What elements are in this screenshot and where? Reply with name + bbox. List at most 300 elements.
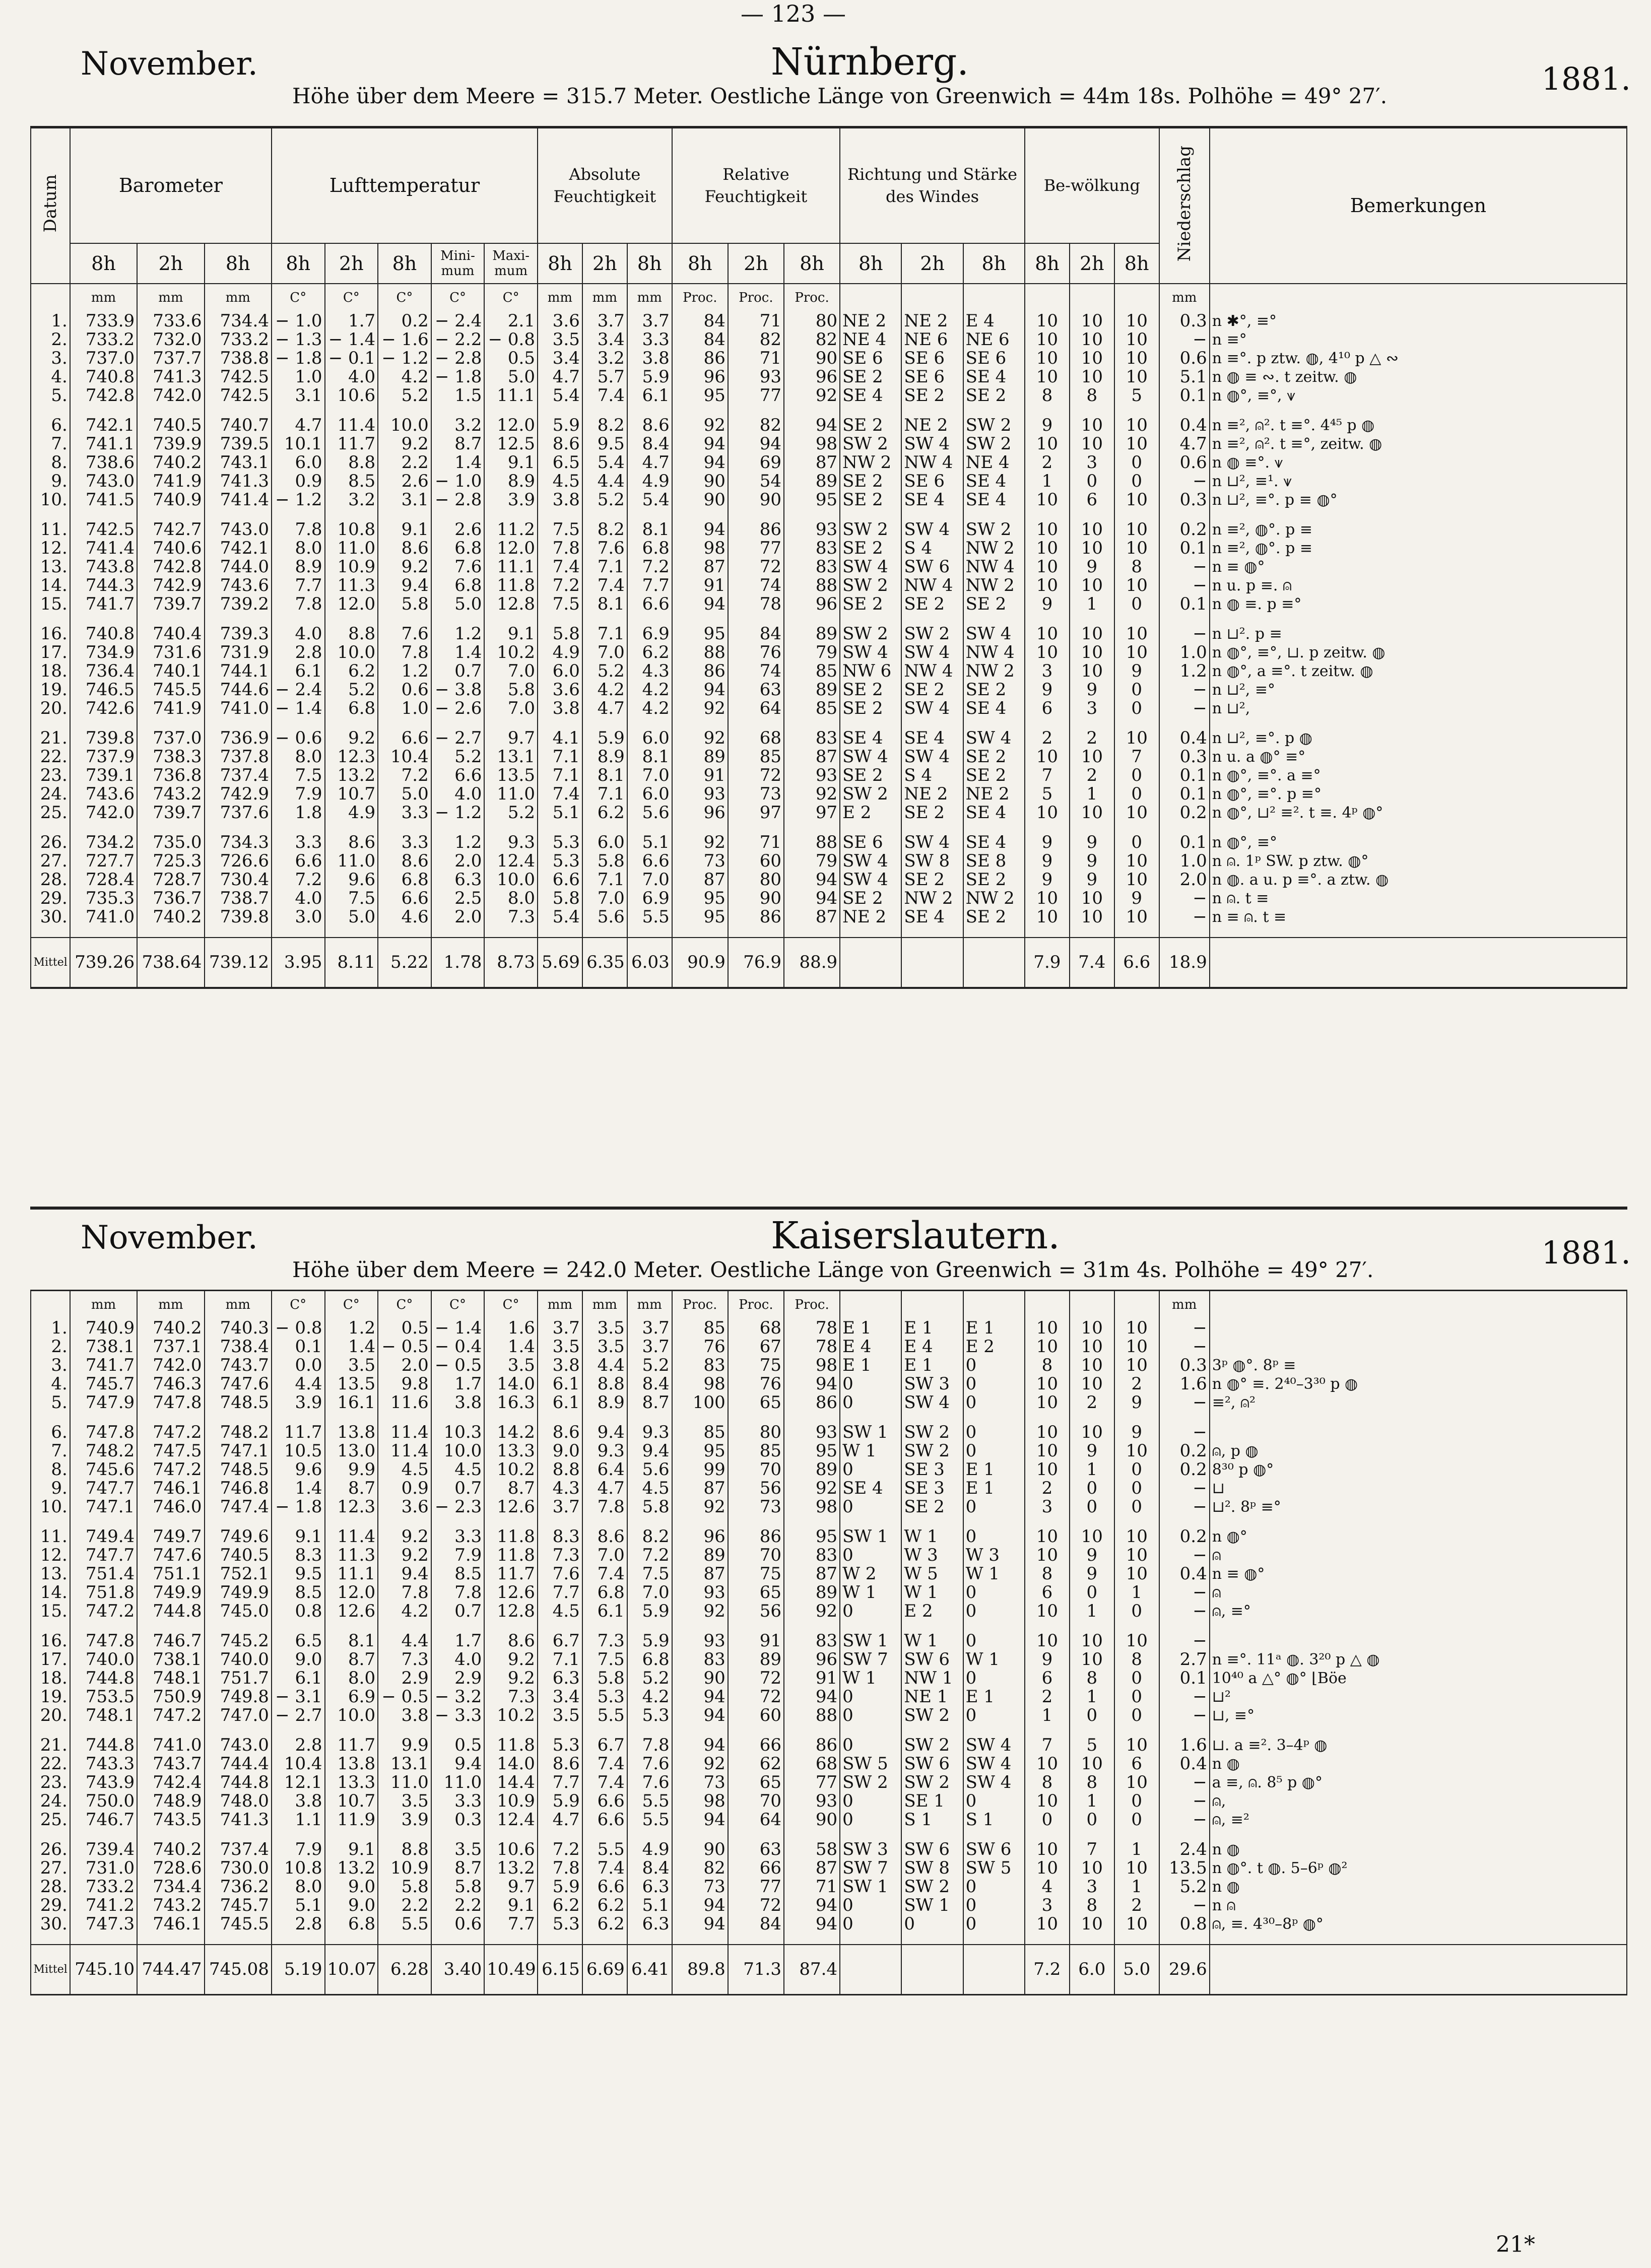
table-row bbox=[31, 1423, 1627, 1442]
value-cell: 3.2 bbox=[431, 416, 485, 435]
table-row bbox=[31, 576, 1627, 595]
value-cell: 11.4 bbox=[378, 1423, 431, 1442]
value-cell: 3.4 bbox=[538, 349, 582, 368]
gap-cell bbox=[325, 1516, 378, 1527]
value-cell: 4.7 bbox=[582, 699, 627, 718]
value-cell: 78 bbox=[728, 595, 784, 614]
value-cell: 95 bbox=[672, 908, 728, 926]
value-cell: 10 bbox=[1025, 748, 1070, 766]
value-cell: 751.8 bbox=[70, 1583, 137, 1602]
value-cell: 746.0 bbox=[137, 1498, 204, 1516]
date-cell: 8. bbox=[31, 453, 70, 472]
value-cell: 8.6 bbox=[325, 833, 378, 852]
value-cell: − 2.8 bbox=[431, 491, 485, 509]
value-cell: 9 bbox=[1114, 1393, 1159, 1412]
value-cell: 10 bbox=[1025, 889, 1070, 908]
value-cell: 8.5 bbox=[431, 1565, 485, 1583]
value-cell: SE 2 bbox=[901, 1498, 963, 1516]
value-cell: 746.8 bbox=[205, 1479, 272, 1498]
mean-value: 745.10 bbox=[70, 1945, 137, 1995]
col-maximum: Maxi-mum bbox=[484, 243, 538, 284]
value-cell: 736.4 bbox=[70, 662, 137, 681]
value-cell: 89 bbox=[784, 681, 840, 699]
mean-value: 7.9 bbox=[1025, 938, 1070, 988]
value-cell: 10 bbox=[1070, 1375, 1114, 1393]
gap-cell bbox=[205, 718, 272, 729]
gap-cell bbox=[1159, 1725, 1210, 1736]
value-cell: 740.7 bbox=[205, 416, 272, 435]
value-cell: 747.8 bbox=[70, 1423, 137, 1442]
value-cell: 4.7 bbox=[582, 1479, 627, 1498]
value-cell: 743.2 bbox=[137, 1896, 204, 1915]
value-cell: SW 4 bbox=[963, 1755, 1025, 1773]
date-cell: 13. bbox=[31, 558, 70, 576]
value-cell: 13.2 bbox=[325, 766, 378, 785]
value-cell: 5.1 bbox=[627, 833, 672, 852]
table-row bbox=[31, 1375, 1627, 1393]
value-cell: 89 bbox=[672, 748, 728, 766]
value-cell: SE 4 bbox=[901, 729, 963, 748]
value-cell: 747.0 bbox=[205, 1706, 272, 1725]
hour-8: 8h bbox=[378, 243, 431, 284]
value-cell: SW 2 bbox=[840, 625, 901, 643]
col-bewoelkung: Be-wölkung bbox=[1025, 127, 1159, 243]
value-cell: 740.9 bbox=[70, 1319, 137, 1338]
date-cell: 18. bbox=[31, 662, 70, 681]
value-cell: 740.2 bbox=[137, 1319, 204, 1338]
remark-cell: n ◍ ≡ ∾. t zeitw. ◍ bbox=[1210, 368, 1627, 386]
value-cell: 7.6 bbox=[538, 1565, 582, 1583]
value-cell: 5.8 bbox=[538, 625, 582, 643]
mean-value: 18.9 bbox=[1159, 938, 1210, 988]
value-cell: 7.1 bbox=[538, 1650, 582, 1669]
value-cell: 742.8 bbox=[137, 558, 204, 576]
hour-8: 8h bbox=[70, 243, 137, 284]
value-cell: 5.2 bbox=[378, 386, 431, 405]
value-cell: 742.9 bbox=[205, 785, 272, 804]
value-cell: 8 bbox=[1025, 1565, 1070, 1583]
value-cell: 76 bbox=[672, 1338, 728, 1356]
value-cell: SW 2 bbox=[901, 1878, 963, 1896]
value-cell: 0 bbox=[963, 1706, 1025, 1725]
gap-cell bbox=[272, 1933, 325, 1945]
value-cell: 747.1 bbox=[70, 1498, 137, 1516]
remark-cell: ⍝, ≡° bbox=[1210, 1602, 1627, 1621]
unit-cell: C° bbox=[325, 1291, 378, 1319]
value-cell: 9.0 bbox=[272, 1650, 325, 1669]
value-cell: 5.2 bbox=[627, 1669, 672, 1688]
value-cell: 6.9 bbox=[325, 1688, 378, 1706]
value-cell: 85 bbox=[784, 699, 840, 718]
value-cell: 6 bbox=[1025, 1669, 1070, 1688]
value-cell: 7 bbox=[1025, 1736, 1070, 1755]
gap-cell bbox=[1025, 1725, 1070, 1736]
date-cell: 3. bbox=[31, 349, 70, 368]
value-cell: 4.0 bbox=[272, 625, 325, 643]
value-cell: NE 2 bbox=[840, 908, 901, 926]
value-cell: 94 bbox=[784, 889, 840, 908]
month-label: November. bbox=[81, 45, 258, 83]
gap-cell bbox=[538, 1412, 582, 1423]
date-cell: 14. bbox=[31, 1583, 70, 1602]
value-cell: 82 bbox=[728, 416, 784, 435]
value-cell: 5.9 bbox=[627, 1632, 672, 1650]
value-cell: 8.6 bbox=[538, 1755, 582, 1773]
remark-cell: n ◍° bbox=[1210, 1527, 1627, 1546]
value-cell: 8.2 bbox=[582, 416, 627, 435]
value-cell: 10 bbox=[1025, 330, 1070, 349]
value-cell: 6.6 bbox=[272, 852, 325, 871]
value-cell: 6.8 bbox=[431, 539, 485, 558]
value-cell: 0.2 bbox=[378, 312, 431, 330]
value-cell: SW 2 bbox=[901, 1706, 963, 1725]
mean-value bbox=[901, 938, 963, 988]
value-cell: E 2 bbox=[963, 1338, 1025, 1356]
value-cell: 0 bbox=[1114, 833, 1159, 852]
value-cell: 746.7 bbox=[70, 1811, 137, 1829]
value-cell: SW 2 bbox=[963, 435, 1025, 453]
value-cell: 8.5 bbox=[325, 472, 378, 491]
value-cell: 7.5 bbox=[325, 889, 378, 908]
value-cell: W 2 bbox=[840, 1565, 901, 1583]
gap-cell bbox=[137, 926, 204, 938]
value-cell: 7.1 bbox=[538, 748, 582, 766]
value-cell: 7.0 bbox=[627, 871, 672, 889]
value-cell: 3 bbox=[1070, 699, 1114, 718]
date-cell: 16. bbox=[31, 1632, 70, 1650]
remark-cell: n ≡°. 11ᵃ ◍. 3²⁰ p △ ◍ bbox=[1210, 1650, 1627, 1669]
gap-cell bbox=[672, 1412, 728, 1423]
value-cell: 737.4 bbox=[205, 1840, 272, 1859]
gap-cell bbox=[1070, 1516, 1114, 1527]
value-cell: 6.6 bbox=[627, 852, 672, 871]
value-cell: 4.1 bbox=[538, 729, 582, 748]
value-cell: 77 bbox=[728, 386, 784, 405]
value-cell: − bbox=[1159, 1602, 1210, 1621]
value-cell: 9 bbox=[1025, 681, 1070, 699]
value-cell: 3 bbox=[1025, 662, 1070, 681]
value-cell: 0.4 bbox=[1159, 416, 1210, 435]
value-cell: 82 bbox=[672, 1859, 728, 1878]
gap-cell bbox=[137, 1829, 204, 1840]
value-cell: − bbox=[1159, 1706, 1210, 1725]
section-header bbox=[0, 40, 1651, 106]
value-cell: 62 bbox=[728, 1755, 784, 1773]
value-cell: 67 bbox=[728, 1338, 784, 1356]
gap-cell bbox=[784, 822, 840, 833]
value-cell: 737.6 bbox=[205, 804, 272, 822]
value-cell: 60 bbox=[728, 1706, 784, 1725]
gap-cell bbox=[205, 1621, 272, 1632]
value-cell: 1 bbox=[1025, 1706, 1070, 1725]
value-cell: 89 bbox=[672, 1546, 728, 1565]
value-cell: 8.4 bbox=[627, 435, 672, 453]
date-cell: 17. bbox=[31, 643, 70, 662]
value-cell: − bbox=[1159, 1319, 1210, 1338]
value-cell: SE 2 bbox=[840, 539, 901, 558]
gap-cell bbox=[272, 822, 325, 833]
date-cell: 25. bbox=[31, 804, 70, 822]
value-cell: 0.1 bbox=[1159, 595, 1210, 614]
value-cell: 0.7 bbox=[431, 1602, 485, 1621]
table-row bbox=[31, 625, 1627, 643]
value-cell: 743.3 bbox=[70, 1755, 137, 1773]
value-cell: 77 bbox=[728, 1878, 784, 1896]
value-cell: SW 2 bbox=[840, 1773, 901, 1792]
value-cell: 749.7 bbox=[137, 1527, 204, 1546]
value-cell: 3.5 bbox=[538, 330, 582, 349]
value-cell: 10.9 bbox=[484, 1792, 538, 1811]
value-cell: − 1.3 bbox=[272, 330, 325, 349]
value-cell: 3.2 bbox=[582, 349, 627, 368]
gap-cell bbox=[431, 1516, 485, 1527]
value-cell: 0 bbox=[1114, 1602, 1159, 1621]
remark-cell: ⍝ bbox=[1210, 1583, 1627, 1602]
value-cell: 8.0 bbox=[325, 1669, 378, 1688]
value-cell: 5.2 bbox=[582, 662, 627, 681]
value-cell: 8.1 bbox=[627, 520, 672, 539]
gap-cell bbox=[431, 1725, 485, 1736]
value-cell: 7.6 bbox=[378, 625, 431, 643]
value-cell: 10 bbox=[1070, 1338, 1114, 1356]
gap-cell bbox=[31, 926, 70, 938]
unit-cell: Proc. bbox=[728, 284, 784, 312]
value-cell: 7.5 bbox=[272, 766, 325, 785]
gap-cell bbox=[272, 1725, 325, 1736]
value-cell: − bbox=[1159, 1792, 1210, 1811]
mean-value: 6.41 bbox=[627, 1945, 672, 1995]
value-cell: − bbox=[1159, 681, 1210, 699]
value-cell: 10.4 bbox=[378, 748, 431, 766]
gap-cell bbox=[901, 1829, 963, 1840]
value-cell: 3.6 bbox=[538, 312, 582, 330]
value-cell: SW 4 bbox=[963, 729, 1025, 748]
gap-cell bbox=[963, 1412, 1025, 1423]
value-cell: 11.4 bbox=[378, 1442, 431, 1460]
value-cell: 10.0 bbox=[325, 643, 378, 662]
value-cell: 92 bbox=[672, 699, 728, 718]
unit-cell bbox=[1025, 1291, 1070, 1319]
value-cell: 10 bbox=[1114, 804, 1159, 822]
gap-cell bbox=[1159, 926, 1210, 938]
value-cell: 10 bbox=[1070, 662, 1114, 681]
gap-cell bbox=[431, 1412, 485, 1423]
remark-cell: n ◍ ≡. p ≡° bbox=[1210, 595, 1627, 614]
value-cell: 90 bbox=[672, 472, 728, 491]
value-cell: 10 bbox=[1114, 871, 1159, 889]
value-cell: 9.4 bbox=[431, 1755, 485, 1773]
unit-cell: mm bbox=[1159, 284, 1210, 312]
value-cell: 0 bbox=[963, 1878, 1025, 1896]
value-cell: SW 2 bbox=[901, 1773, 963, 1792]
unit-cell: C° bbox=[484, 1291, 538, 1319]
gap-cell bbox=[1210, 822, 1627, 833]
value-cell: 10 bbox=[1114, 1859, 1159, 1878]
value-cell: 6.5 bbox=[272, 1632, 325, 1650]
value-cell: 5.3 bbox=[627, 1706, 672, 1725]
mean-value: 76.9 bbox=[728, 938, 784, 988]
value-cell: 2.8 bbox=[272, 1915, 325, 1933]
value-cell: 3.9 bbox=[272, 1393, 325, 1412]
value-cell: 2.7 bbox=[1159, 1650, 1210, 1669]
gap-cell bbox=[840, 614, 901, 625]
value-cell: 745.2 bbox=[205, 1632, 272, 1650]
value-cell: − 3.3 bbox=[431, 1706, 485, 1725]
value-cell: 13.3 bbox=[325, 1773, 378, 1792]
value-cell: 11.3 bbox=[325, 1546, 378, 1565]
value-cell: 1.7 bbox=[431, 1375, 485, 1393]
gap-cell bbox=[137, 1621, 204, 1632]
value-cell: 8 bbox=[1025, 386, 1070, 405]
gap-cell bbox=[70, 1933, 137, 1945]
value-cell: 9.7 bbox=[484, 1878, 538, 1896]
gap-cell bbox=[31, 1933, 70, 1945]
col-niederschlag: Niederschlag bbox=[1159, 127, 1210, 284]
unit-cell: mm bbox=[627, 284, 672, 312]
unit-cell: mm bbox=[70, 284, 137, 312]
date-cell: 3. bbox=[31, 1356, 70, 1375]
value-cell: 98 bbox=[784, 1356, 840, 1375]
date-cell: 19. bbox=[31, 1688, 70, 1706]
value-cell: 741.3 bbox=[205, 472, 272, 491]
value-cell: 90 bbox=[672, 491, 728, 509]
value-cell: 9.2 bbox=[484, 1650, 538, 1669]
value-cell: 7.8 bbox=[272, 595, 325, 614]
value-cell: 11.8 bbox=[484, 576, 538, 595]
date-cell: 4. bbox=[31, 1375, 70, 1393]
remark-cell: n ◍ bbox=[1210, 1878, 1627, 1896]
value-cell: 95 bbox=[784, 1527, 840, 1546]
value-cell: 6.1 bbox=[627, 386, 672, 405]
value-cell: 0 bbox=[840, 1375, 901, 1393]
value-cell: NW 2 bbox=[963, 889, 1025, 908]
value-cell: 747.9 bbox=[70, 1393, 137, 1412]
value-cell: 5.6 bbox=[627, 804, 672, 822]
value-cell: 10 bbox=[1114, 1442, 1159, 1460]
value-cell: 1 bbox=[1114, 1840, 1159, 1859]
date-cell: 12. bbox=[31, 539, 70, 558]
value-cell: 10 bbox=[1025, 1840, 1070, 1859]
remark-cell: n ◍ ≡°. ⩛ bbox=[1210, 453, 1627, 472]
value-cell: 730.0 bbox=[205, 1859, 272, 1878]
value-cell: 10 bbox=[1025, 908, 1070, 926]
value-cell: NE 1 bbox=[901, 1688, 963, 1706]
gap-cell bbox=[70, 405, 137, 416]
value-cell: 10 bbox=[1114, 368, 1159, 386]
value-cell: 94 bbox=[672, 1896, 728, 1915]
value-cell: SE 2 bbox=[840, 681, 901, 699]
value-cell: 9.5 bbox=[272, 1565, 325, 1583]
gap-cell bbox=[70, 1516, 137, 1527]
value-cell: 86 bbox=[728, 1527, 784, 1546]
value-cell: W 3 bbox=[963, 1546, 1025, 1565]
unit-cell: mm bbox=[205, 1291, 272, 1319]
value-cell: 10.9 bbox=[378, 1859, 431, 1878]
value-cell: 9.1 bbox=[325, 1840, 378, 1859]
unit-cell bbox=[840, 284, 901, 312]
value-cell: 10 bbox=[1025, 1792, 1070, 1811]
value-cell: 10 bbox=[1070, 1319, 1114, 1338]
value-cell: 0 bbox=[901, 1915, 963, 1933]
value-cell: S 4 bbox=[901, 539, 963, 558]
value-cell: 0.6 bbox=[1159, 453, 1210, 472]
mean-value: 6.6 bbox=[1114, 938, 1159, 988]
value-cell: SE 2 bbox=[963, 871, 1025, 889]
value-cell: 0 bbox=[963, 1915, 1025, 1933]
gap-cell bbox=[1070, 822, 1114, 833]
value-cell: 13.5 bbox=[1159, 1859, 1210, 1878]
value-cell: − bbox=[1159, 1632, 1210, 1650]
table-row bbox=[31, 766, 1627, 785]
value-cell: 0 bbox=[840, 1546, 901, 1565]
mean-value: 5.69 bbox=[538, 938, 582, 988]
value-cell: 10.5 bbox=[272, 1442, 325, 1460]
value-cell: 10 bbox=[1025, 1393, 1070, 1412]
value-cell: − bbox=[1159, 576, 1210, 595]
remark-cell: n ◍ bbox=[1210, 1755, 1627, 1773]
value-cell: 94 bbox=[784, 871, 840, 889]
value-cell: NW 4 bbox=[963, 558, 1025, 576]
value-cell: 6.3 bbox=[538, 1669, 582, 1688]
gap-cell bbox=[325, 1933, 378, 1945]
gap-cell bbox=[784, 1621, 840, 1632]
value-cell: SW 4 bbox=[901, 520, 963, 539]
mean-value: 6.69 bbox=[582, 1945, 627, 1995]
value-cell: − 0.5 bbox=[378, 1338, 431, 1356]
gap-cell bbox=[1210, 1516, 1627, 1527]
gap-cell bbox=[1210, 1621, 1627, 1632]
value-cell: 6.3 bbox=[627, 1915, 672, 1933]
value-cell: 732.0 bbox=[137, 330, 204, 349]
value-cell: 3.4 bbox=[538, 1688, 582, 1706]
unit-cell: Proc. bbox=[784, 1291, 840, 1319]
value-cell: 11.8 bbox=[484, 1736, 538, 1755]
unit-cell bbox=[901, 284, 963, 312]
value-cell: 743.1 bbox=[205, 453, 272, 472]
value-cell: 0 bbox=[1114, 699, 1159, 718]
value-cell: 9 bbox=[1070, 1565, 1114, 1583]
value-cell: SW 4 bbox=[901, 435, 963, 453]
value-cell: 93 bbox=[672, 1583, 728, 1602]
value-cell: 0 bbox=[1070, 1498, 1114, 1516]
gap-cell bbox=[378, 1725, 431, 1736]
value-cell: 7.6 bbox=[627, 1773, 672, 1792]
gap-cell bbox=[840, 1829, 901, 1840]
date-cell: 2. bbox=[31, 1338, 70, 1356]
value-cell: 10 bbox=[1025, 1602, 1070, 1621]
value-cell: 739.8 bbox=[70, 729, 137, 748]
gap-cell bbox=[484, 509, 538, 520]
table-row bbox=[31, 1736, 1627, 1755]
value-cell: 0.1 bbox=[1159, 785, 1210, 804]
value-cell: 10 bbox=[1070, 748, 1114, 766]
value-cell: 5.2 bbox=[431, 748, 485, 766]
gap-cell bbox=[31, 822, 70, 833]
value-cell: 9 bbox=[1025, 833, 1070, 852]
value-cell: 7.1 bbox=[582, 871, 627, 889]
unit-cell bbox=[840, 1291, 901, 1319]
value-cell: − 0.8 bbox=[484, 330, 538, 349]
value-cell: 13.3 bbox=[484, 1442, 538, 1460]
value-cell: SW 4 bbox=[901, 833, 963, 852]
value-cell: 13.5 bbox=[484, 766, 538, 785]
gap-cell bbox=[1210, 405, 1627, 416]
table-row bbox=[31, 729, 1627, 748]
value-cell: 83 bbox=[784, 729, 840, 748]
date-cell: 29. bbox=[31, 1896, 70, 1915]
hour-8: 8h bbox=[672, 243, 728, 284]
hour-8: 8h bbox=[1114, 243, 1159, 284]
